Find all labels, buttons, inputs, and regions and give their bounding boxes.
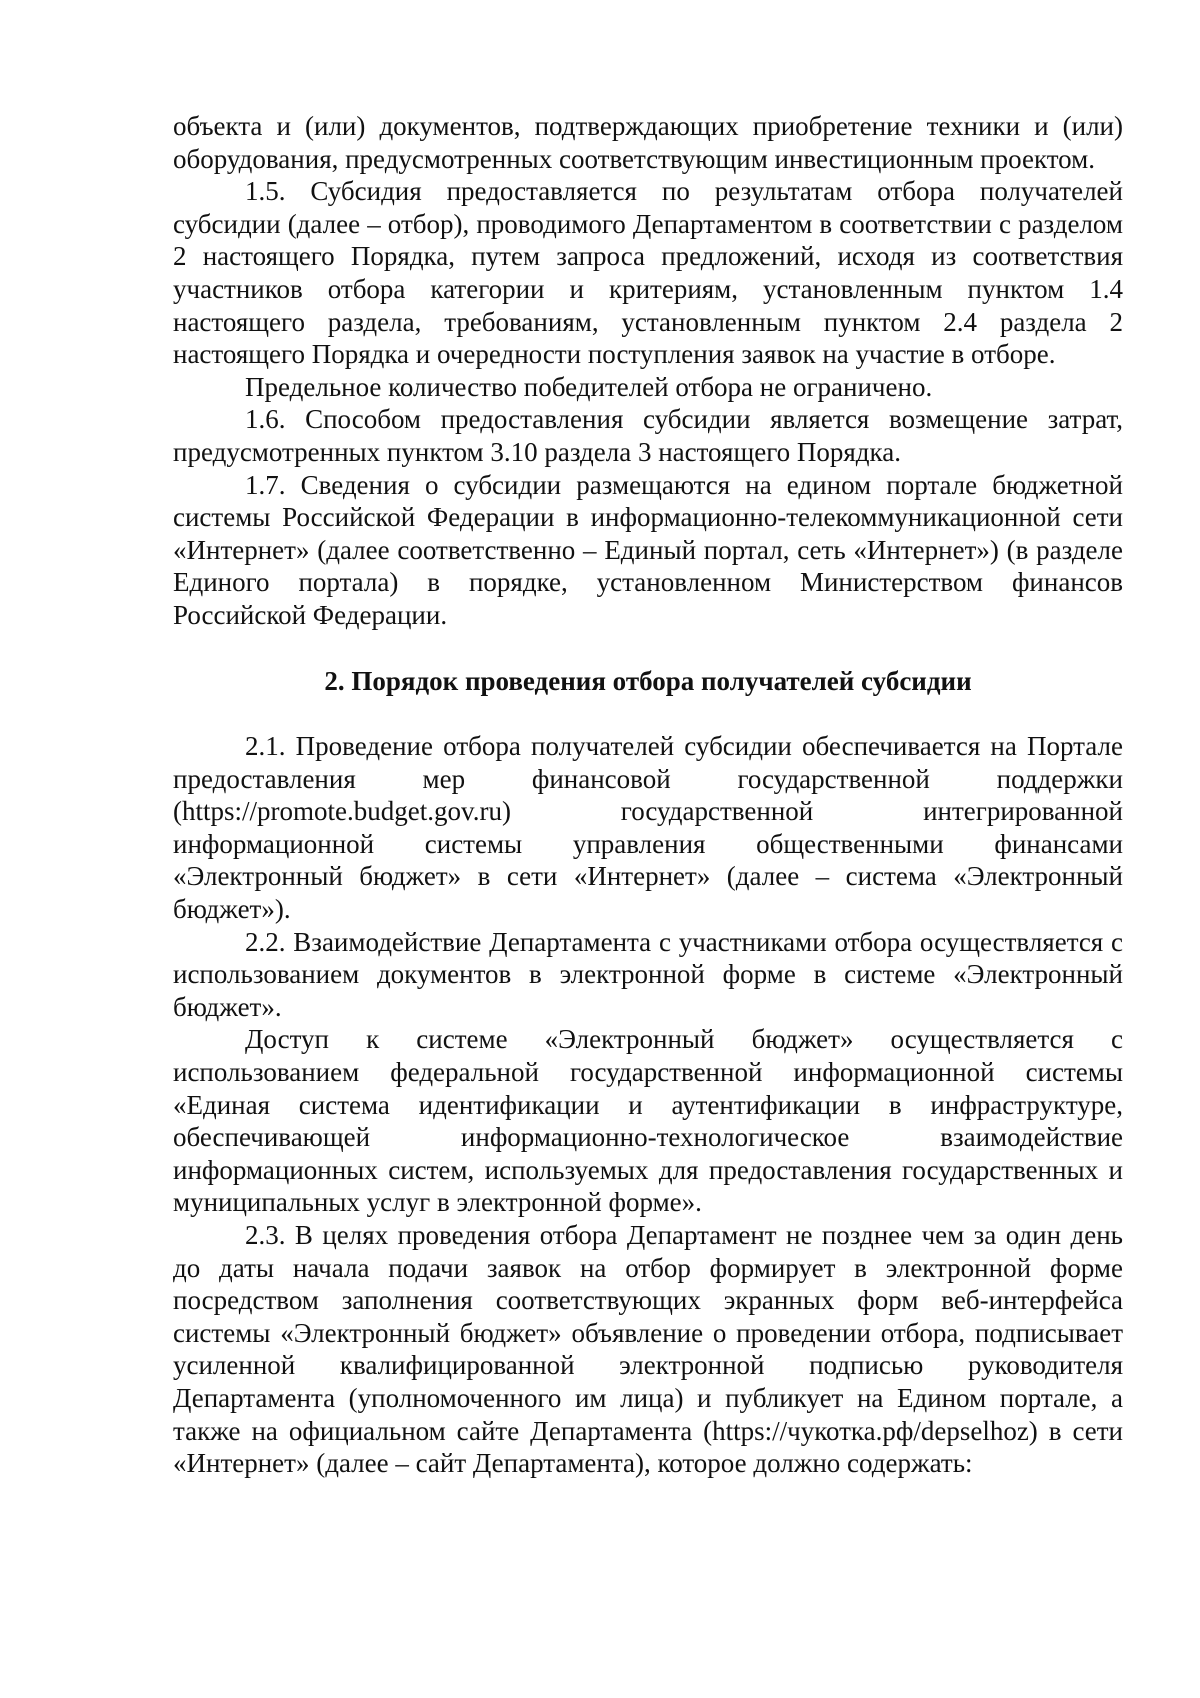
paragraph-1-7: 1.7. Сведения о субсидии размещаются на едином портале бюджетной системы Российской Федерации в информационно-телекоммуникационной сети «Интернет» (далее соответственно – Единый портал, сеть «Интернет») (в разделе Единого портала) в порядке, установленном Министерством финансов Российской Федерации. <box>173 469 1123 630</box>
section-heading: 2. Порядок проведения отбора получателей субсидии <box>324 665 972 696</box>
paragraph-2-3: 2.3. В целях проведения отбора Департамент не позднее чем за один день до даты начала подачи заявок на отбор формирует в электронной форме посредством заполнения соответствующих экранных форм веб-интерфейса системы «Электронный бюджет» объявление о проведении отбора, подписывает усиленной квалифицированной электронной подписью руководителя Департамента (уполномоченного им лица) и публикует на Едином портале, а также на официальном сайте Департамента (https://чукотка.рф/depselhoz) в сети «Интернет» (далее – сайт Департамента), которое должно содержать: <box>173 1220 1123 1479</box>
paragraph-winners-limit: Предельное количество победителей отбора не ограничено. <box>245 371 933 402</box>
paragraph-2-1: 2.1. Проведение отбора получателей субсидии обеспечивается на Портале предоставления мер финансовой государственной поддержки (https://promote.budget.gov.ru) государственной интегрированной информационной системы управления общественными финансами «Электронный бюджет» в сети «Интернет» (далее – система «Электронный бюджет»). <box>173 731 1123 925</box>
paragraph-access: Доступ к системе «Электронный бюджет» осуществляется с использованием федеральной государственной информационной системы «Единая система идентификации и аутентификации в инфраструктуре, обеспечивающей информационно-технологическое взаимодействие информационных систем, используемых для предоставления государственных и муниципальных услуг в электронной форме». <box>173 1024 1123 1218</box>
document-page <box>173 110 1123 1480</box>
paragraph-continuation: объекта и (или) документов, подтверждающих приобретение техники и (или) оборудования, предусмотренных соответствующим инвестиционным проектом. <box>173 111 1123 174</box>
paragraph-1-5: 1.5. Субсидия предоставляется по результатам отбора получателей субсидии (далее – отбор), проводимого Департаментом в соответствии с разделом 2 настоящего Порядка, путем запроса предложений, исходя из соответствия участников отбора категории и критериям, установленным пунктом 1.4 настоящего раздела, требованиям, установленным пунктом 2.4 раздела 2 настоящего Порядка и очередности поступления заявок на участие в отборе. <box>173 176 1123 370</box>
paragraph-1-6: 1.6. Способом предоставления субсидии является возмещение затрат, предусмотренных пунктом 3.10 раздела 3 настоящего Порядка. <box>173 404 1123 467</box>
paragraph-2-2: 2.2. Взаимодействие Департамента с участниками отбора осуществляется с использованием документов в электронной форме в системе «Электронный бюджет». <box>173 926 1123 1022</box>
